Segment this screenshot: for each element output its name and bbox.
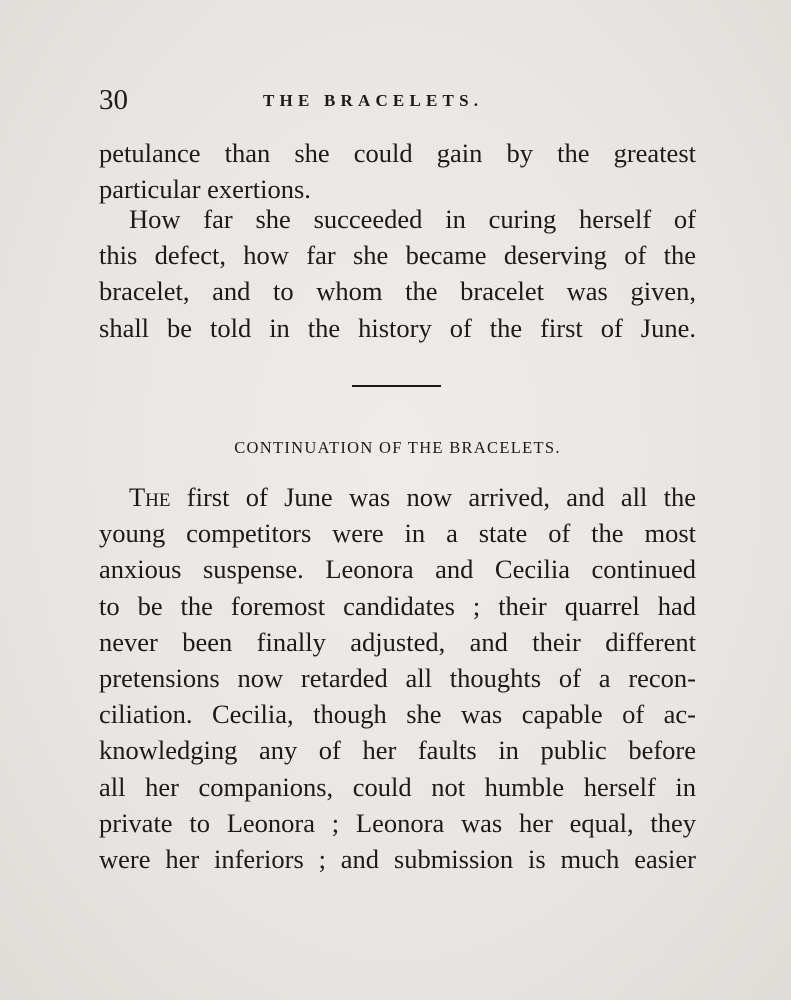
continued-paragraph [99, 135, 696, 207]
text-line: were her inferiors ; and submission is much easier [99, 843, 696, 874]
section-divider [352, 385, 441, 387]
first-line-rest: first of June was now arrived, and all the [170, 482, 696, 512]
text-line: young competitors were in a state of the most [99, 518, 696, 549]
page-number: 30 [99, 84, 128, 116]
text-line: bracelet, and to whom the bracelet was given, [99, 276, 696, 307]
text-line: never been finally adjusted, and their different [99, 626, 696, 657]
second-paragraph [99, 201, 696, 346]
text-line: pretensions now retarded all thoughts of a recon- [99, 662, 696, 693]
text-line: to be the foremost candidates ; their quarrel had [99, 590, 696, 621]
text-line: private to Leonora ; Leonora was her equal, they [99, 807, 696, 838]
text-line-first [99, 479, 696, 515]
text-line: particular exertions. [99, 174, 311, 205]
text-line: knowledging any of her faults in public before [99, 735, 696, 766]
text-line: anxious suspense. Leonora and Cecilia continued [99, 554, 696, 585]
lead-word: The [129, 482, 171, 512]
text-line: petulance than she could gain by the greatest [99, 138, 696, 168]
section-heading: CONTINUATION OF THE BRACELETS. [234, 438, 561, 457]
text-line: How far she succeeded in curing herself of [129, 204, 696, 234]
text-line: all her companions, could not humble herself in [99, 771, 696, 802]
text-line: this defect, how far she became deserving of the [99, 240, 696, 271]
text-line: shall be told in the history of the first of June. [99, 312, 696, 343]
text-line: ciliation. Cecilia, though she was capable of ac- [99, 699, 696, 730]
third-paragraph [99, 479, 696, 877]
page-header [99, 80, 695, 120]
running-title: THE BRACELETS. [263, 91, 484, 110]
